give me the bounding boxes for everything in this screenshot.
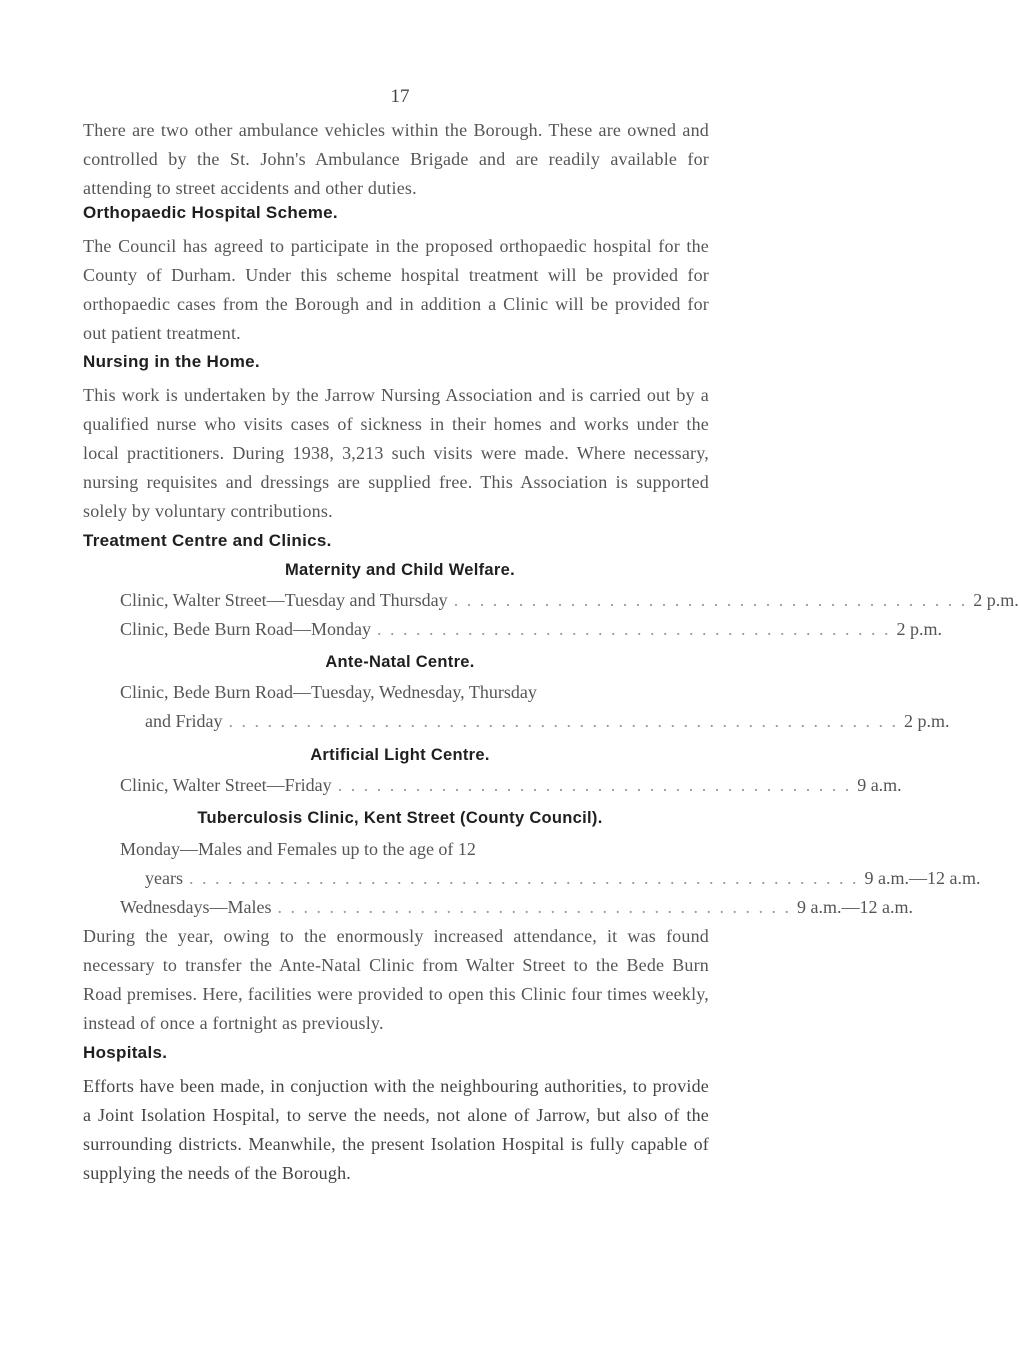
leader-dots: . . . . . . . . . . . . . . . . . . . . . . . . . . . . . . . . . . . . . . . . . . . . . . . . . . . . (228, 711, 898, 731)
list-item (120, 893, 913, 922)
clinic-label: and Friday (145, 711, 223, 731)
nursing-paragraph: This work is undertaken by the Jarrow Nursing Association and is carried out by a qualified nurse who visits cases of sickness in their homes and works under the local practitioners. During 1938, 3,213 such visits were made. Where necessary, nursing requisites and dressings are supplied free. This Association is supported solely by voluntary contributions. (83, 385, 709, 521)
leader-dots: . . . . . . . . . . . . . . . . . . . . . . . . . . . . . . . . . . . . . . . . . . . . . . . . . . . . (188, 868, 859, 888)
leader-dots: . . . . . . . . . . . . . . . . . . . . . . . . . . . . . . . . . . . . . . . . (337, 775, 852, 795)
hospitals-heading: Hospitals. (83, 1043, 168, 1062)
artificial-light-list (120, 771, 902, 800)
tuberculosis-heading: Tuberculosis Clinic, Kent Street (County Council). (197, 809, 603, 827)
clinic-label: years (145, 868, 183, 888)
clinic-time: 9 a.m. (857, 775, 902, 795)
list-item (120, 864, 981, 893)
maternity-list (120, 586, 1019, 644)
clinic-time: 2 p.m. (973, 590, 1019, 610)
clinic-time: 9 a.m.—12 a.m. (864, 868, 981, 888)
clinic-time: 2 p.m. (896, 619, 942, 639)
antenatal-list (120, 678, 950, 736)
list-item: Clinic, Bede Burn Road—Tuesday, Wednesday, Thursday (120, 682, 537, 702)
clinic-label: Clinic, Walter Street—Tuesday and Thursday (120, 590, 448, 610)
clinic-label: Clinic, Walter Street—Friday (120, 775, 332, 795)
clinic-time: 2 p.m. (903, 711, 950, 731)
clinic-time: 9 a.m.—12 a.m. (797, 897, 913, 917)
leader-dots: . . . . . . . . . . . . . . . . . . . . . . . . . . . . . . . . . . . . . . . . (376, 619, 891, 639)
orthopaedic-heading: Orthopaedic Hospital Scheme. (83, 203, 338, 222)
hospitals-paragraph: Efforts have been made, in conjuction with the neighbouring authorities, to provide a Joint Isolation Hospital, to serve the needs, not alone of Jarrow, but also of the surrounding districts. Meanwhile, the present Isolation Hospital is fully capable of supplying the needs of the Borough. (83, 1076, 709, 1183)
list-item (120, 586, 1019, 615)
list-item (120, 771, 902, 800)
list-item (120, 615, 942, 644)
clinic-label: Clinic, Bede Burn Road—Monday (120, 619, 371, 639)
leader-dots: . . . . . . . . . . . . . . . . . . . . . . . . . . . . . . . . . . . . . . . . (277, 897, 792, 917)
antenatal-heading: Ante-Natal Centre. (325, 653, 475, 671)
intro-paragraph: There are two other ambulance vehicles within the Borough. These are owned and controlled by the St. John's Ambulance Brigade and are readily available for attending to street accidents and other duties. (83, 120, 709, 198)
clinic-label: Wednesdays—Males (120, 897, 272, 917)
tuberculosis-list (120, 835, 981, 922)
list-item: Monday—Males and Females up to the age of 12 (120, 839, 476, 859)
list-item (120, 707, 950, 736)
orthopaedic-paragraph: The Council has agreed to participate in the proposed orthopaedic hospital for the County of Durham. Under this scheme hospital treatment will be provided for orthopaedic cases from the Borough and in addition a Clinic will be provided for out patient treatment. (83, 236, 709, 343)
treatment-paragraph: During the year, owing to the enormously increased attendance, it was found necessary to transfer the Ante-Natal Clinic from Walter Street to the Bede Burn Road premises. Here, facilities were provided to open this Clinic four times weekly, instead of once a fortnight as previously. (83, 926, 709, 1033)
page-number: 17 (390, 86, 410, 107)
leader-dots: . . . . . . . . . . . . . . . . . . . . . . . . . . . . . . . . . . . . . . . . (453, 590, 968, 610)
artificial-light-heading: Artificial Light Centre. (310, 746, 490, 764)
treatment-heading: Treatment Centre and Clinics. (83, 531, 332, 550)
maternity-heading: Maternity and Child Welfare. (285, 561, 515, 579)
nursing-heading: Nursing in the Home. (83, 352, 260, 371)
